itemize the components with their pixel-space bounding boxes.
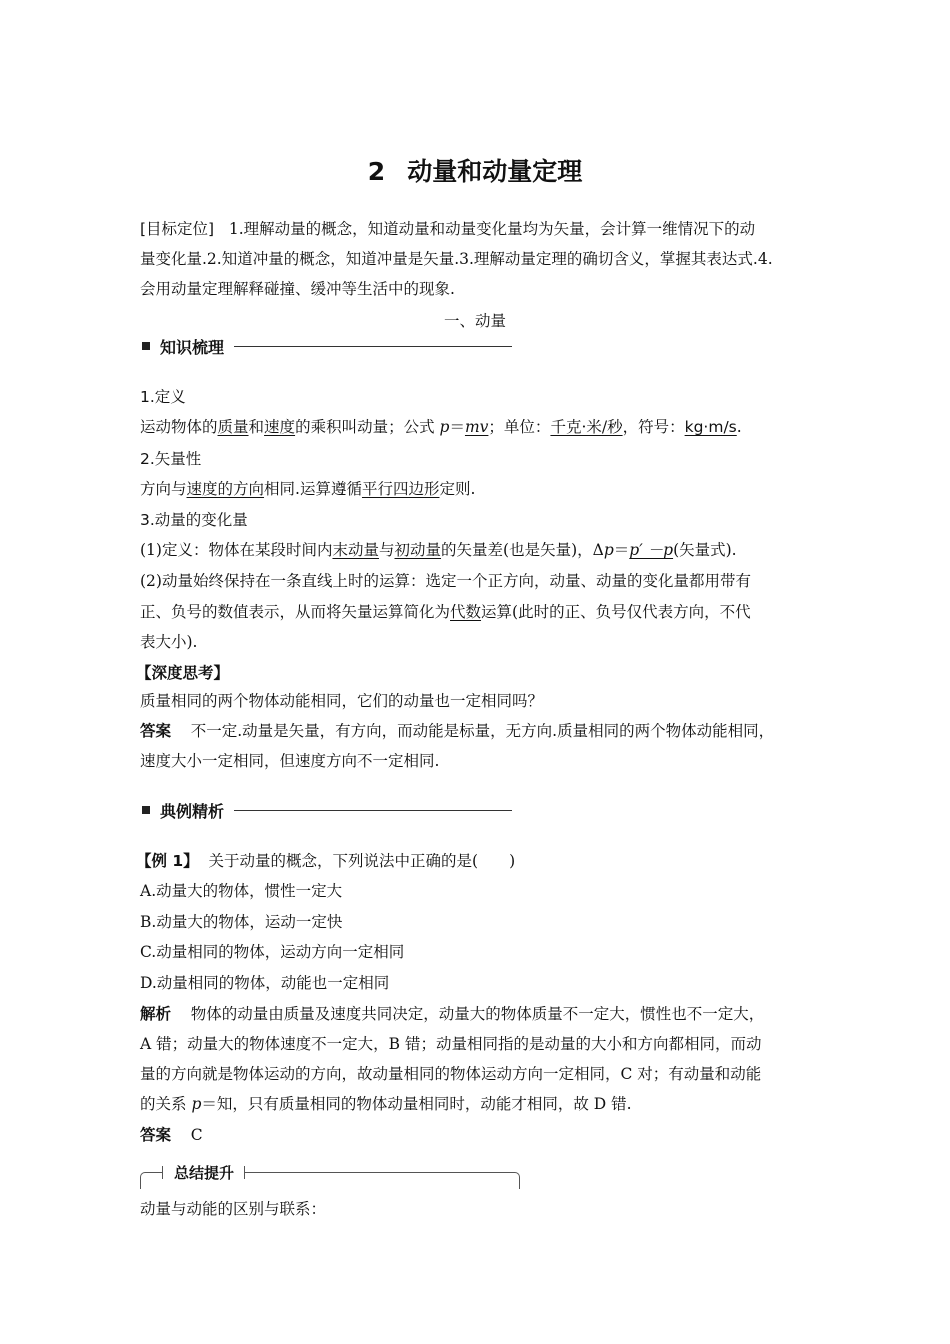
- blank-delta-formula: p′ －p: [629, 541, 674, 559]
- deep-think-answer-line-1: [140, 720, 774, 742]
- analysis-line-1: [140, 1003, 764, 1025]
- text: .: [736, 418, 742, 436]
- bracket-left: [140, 1172, 148, 1189]
- change-line-2: (2)动量始终保持在一条直线上时的运算：选定一个正方向，动量、动量的变化量都用带有: [140, 572, 751, 590]
- change-heading: 3.动量的变化量: [140, 511, 248, 529]
- text: 的关系: [140, 1095, 192, 1113]
- equals: ＝: [449, 418, 465, 436]
- symbol-p: p: [191, 1095, 202, 1113]
- option-c: C.动量相同的物体，运动方向一定相同: [140, 943, 405, 961]
- section-rule: [234, 346, 512, 347]
- objective-line-1: [140, 218, 755, 240]
- answer-label: 答案: [140, 1126, 172, 1144]
- vector-heading: 2.矢量性: [140, 450, 202, 468]
- example-stem: [136, 850, 515, 872]
- deep-think-answer-line-2: 速度大小一定相同，但速度方向不一定相同.: [140, 752, 440, 770]
- answer-value: C: [190, 1126, 203, 1144]
- summary-tick-left: [162, 1166, 163, 1179]
- blank-velocity: 速度: [264, 418, 296, 436]
- text: ，符号：: [622, 418, 685, 436]
- section-label: 知识梳理: [160, 337, 225, 357]
- title-number: 2: [367, 157, 386, 186]
- option-a: A.动量大的物体，惯性一定大: [140, 882, 343, 900]
- text: 方向与: [140, 480, 187, 498]
- change-line-4: 表大小).: [140, 633, 198, 651]
- section-label: 典例精析: [160, 801, 225, 821]
- objective-line-3: 会用动量定理解释碰撞、缓冲等生活中的现象.: [140, 280, 455, 298]
- symbol-p: p: [603, 541, 614, 559]
- change-line-1: [140, 539, 737, 561]
- deep-think-question: 质量相同的两个物体动能相同，它们的动量也一定相同吗？: [140, 692, 544, 710]
- blank-initial-momentum: 初动量: [394, 541, 442, 559]
- text: 定则.: [439, 480, 476, 498]
- definition-text: [140, 416, 742, 438]
- objective-tag: [目标定位]: [140, 220, 215, 238]
- summary-text: 动量与动能的区别与联系：: [140, 1200, 327, 1218]
- page-title: [0, 152, 950, 188]
- equals: ＝: [613, 541, 630, 559]
- analysis-line-3: 量的方向就是物体运动的方向，故动量相同的物体运动方向一定相同，C 对；有动量和动能: [140, 1065, 762, 1083]
- blank-final-momentum: 末动量: [332, 541, 379, 559]
- blank-symbol: kg·m/s: [684, 418, 737, 436]
- blank-algebraic: 代数: [450, 603, 482, 621]
- section-rule: [234, 810, 512, 811]
- objective-text-1: 1.理解动量的概念，知道动量和动量变化量均为矢量，会计算一维情况下的动: [228, 220, 756, 238]
- option-b: B.动量大的物体，运动一定快: [140, 913, 343, 931]
- objective-line-2: 量变化量.2.知道冲量的概念，知道冲量是矢量.3.理解动量定理的确切含义，掌握其表达式.4.: [140, 250, 773, 268]
- text: 的矢量差(也是矢量)，Δ: [441, 541, 604, 559]
- change-line-3: [140, 601, 751, 623]
- section-header-knowledge: [142, 334, 512, 358]
- section-header-examples: [142, 798, 512, 822]
- blank-parallelogram: 平行四边形: [361, 480, 440, 498]
- blank-mv: mv: [464, 418, 489, 436]
- analysis-text: 物体的动量由质量及速度共同决定，动量大的物体质量不一定大，惯性也不一定大，: [190, 1005, 765, 1023]
- analysis-line-4: [140, 1093, 632, 1115]
- answer-label: 答案: [140, 722, 172, 740]
- text: 相同.运算遵循: [264, 480, 362, 498]
- vector-text: [140, 478, 475, 500]
- blank-velocity-direction: 速度的方向: [186, 480, 265, 498]
- option-d: D.动量相同的物体，动能也一定相同: [140, 974, 390, 992]
- analysis-label: 解析: [140, 1005, 172, 1023]
- text: (1)定义：物体在某段时间内: [140, 541, 333, 559]
- summary-rule-left: [146, 1172, 162, 1173]
- square-bullet-icon: [142, 806, 150, 814]
- blank-unit: 千克·米/秒: [550, 418, 623, 436]
- subsection-title: 一、动量: [443, 312, 506, 330]
- text: 与: [378, 541, 395, 559]
- summary-header: [140, 1162, 520, 1188]
- text: 运动物体的: [140, 418, 218, 436]
- text: 的乘积叫动量；公式: [295, 418, 440, 436]
- analysis-line-2: A 错；动量大的物体速度不一定大，B 错；动量相同指的是动量的大小和方向都相同，而动: [140, 1035, 762, 1053]
- summary-label: 总结提升: [174, 1164, 235, 1182]
- text: ＝知，只有质量相同的物体动量相同时，动能才相同，故 D 错.: [201, 1095, 632, 1113]
- blank-mass: 质量: [217, 418, 249, 436]
- symbol-p: p: [439, 418, 450, 436]
- text: 和: [248, 418, 265, 436]
- text: (矢量式).: [673, 541, 737, 559]
- title-text: 动量和动量定理: [407, 157, 583, 186]
- example-answer: [140, 1124, 203, 1146]
- deep-think-tag: 【深度思考】: [136, 664, 230, 682]
- example-tag: 【例 1】: [136, 852, 199, 870]
- answer-text: 不一定.动量是矢量，有方向，而动能是标量，无方向.质量相同的两个物体动能相同，: [190, 722, 775, 740]
- text: 正、负号的数值表示，从而将矢量运算简化为: [140, 603, 451, 621]
- summary-rule-right: [244, 1172, 512, 1173]
- bracket-right: [512, 1172, 520, 1189]
- example-question: 关于动量的概念，下列说法中正确的是( ): [208, 852, 516, 870]
- text: 运算(此时的正、负号仅代表方向，不代: [481, 603, 751, 621]
- square-bullet-icon: [142, 342, 150, 350]
- definition-heading: 1.定义: [140, 388, 186, 406]
- text: ；单位：: [488, 418, 551, 436]
